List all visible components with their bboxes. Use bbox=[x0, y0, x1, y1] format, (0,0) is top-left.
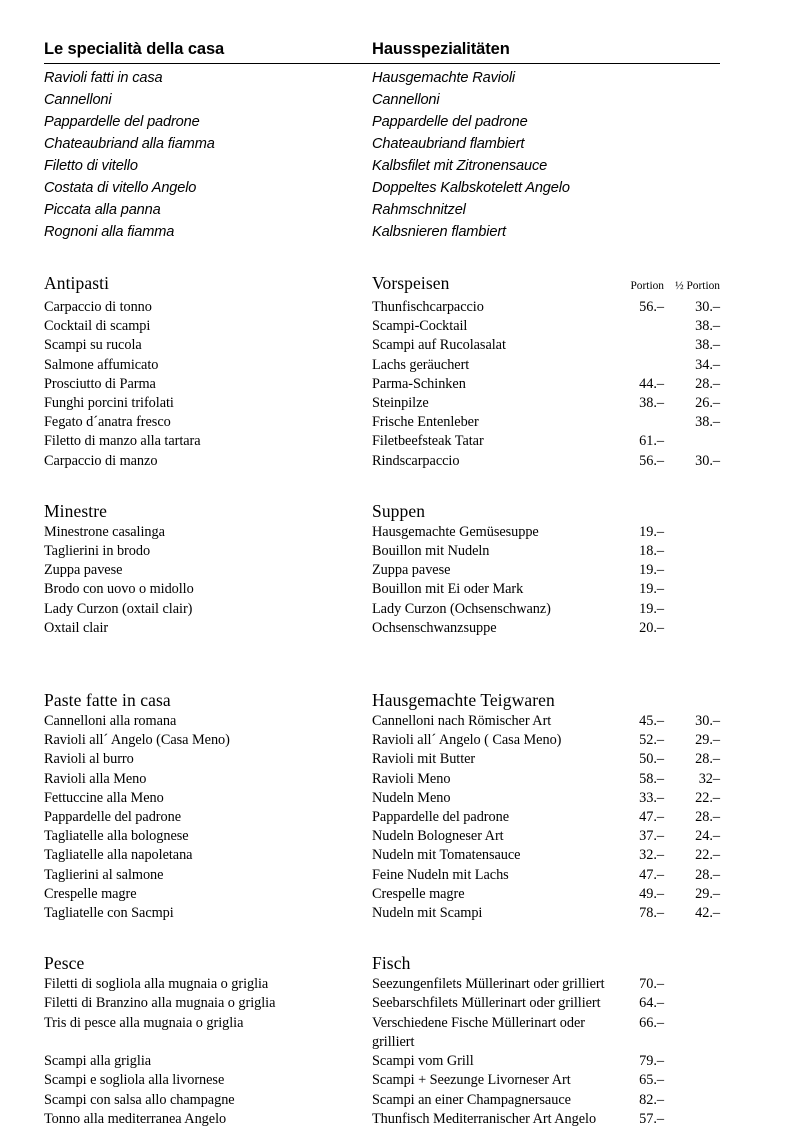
specialty-name-german: Cannelloni bbox=[372, 92, 440, 108]
item-name-italian: Ravioli alla Meno bbox=[44, 770, 147, 787]
item-name-italian: Pappardelle del padrone bbox=[44, 809, 181, 826]
item-price-full: 79.– bbox=[639, 1053, 664, 1070]
item-price-half: 24.– bbox=[695, 828, 720, 845]
specialty-row bbox=[44, 155, 720, 177]
item-price-full: 82.– bbox=[639, 1091, 664, 1108]
specialty-row bbox=[44, 111, 720, 133]
specialty-name-italian: Cannelloni bbox=[44, 92, 112, 108]
item-price-full: 52.– bbox=[639, 732, 664, 749]
item-price-half: 28.– bbox=[695, 751, 720, 768]
menu-item-row bbox=[44, 375, 720, 394]
price-column-header-full: Portion bbox=[630, 280, 664, 292]
item-name-italian: Scampi su rucola bbox=[44, 337, 142, 354]
section-title-german: Vorspeisen bbox=[372, 273, 450, 293]
item-name-german: Ravioli mit Butter bbox=[372, 751, 476, 768]
specialty-name-italian: Rognoni alla fiamma bbox=[44, 224, 175, 240]
item-name-italian: Tris di pesce alla mugnaia o griglia bbox=[44, 1014, 244, 1031]
item-price-half: 30.– bbox=[695, 713, 720, 730]
item-name-german: Cannelloni nach Römischer Art bbox=[372, 713, 552, 730]
item-name-italian: Filetto di manzo alla tartara bbox=[44, 433, 201, 450]
item-name-german: Nudeln Bologneser Art bbox=[372, 828, 504, 845]
item-name-italian: Taglierini al salmone bbox=[44, 866, 164, 883]
menu-section bbox=[44, 951, 720, 1129]
item-price-full: 61.– bbox=[639, 433, 664, 450]
item-name-german: Nudeln mit Tomatensauce bbox=[372, 847, 521, 864]
menu-item-row bbox=[44, 619, 720, 638]
menu-item-row bbox=[44, 731, 720, 750]
specialty-name-german: Pappardelle del padrone bbox=[372, 114, 528, 130]
item-name-german: Bouillon mit Nudeln bbox=[372, 543, 490, 560]
item-name-german: Crespelle magre bbox=[372, 885, 465, 902]
item-name-italian: Fegato d´anatra fresco bbox=[44, 414, 171, 431]
specialty-name-german: Doppeltes Kalbskotelett Angelo bbox=[372, 180, 570, 196]
menu-item-row bbox=[44, 432, 720, 451]
item-name-german: Scampi vom Grill bbox=[372, 1053, 474, 1070]
menu-item-row bbox=[44, 336, 720, 355]
menu-item-row bbox=[44, 750, 720, 769]
menu-item-row bbox=[44, 789, 720, 808]
specialties-title-italian: Le specialità della casa bbox=[44, 40, 225, 58]
specialty-row bbox=[44, 199, 720, 221]
item-price-full: 57.– bbox=[639, 1110, 664, 1127]
menu-item-row bbox=[44, 1110, 720, 1129]
menu-item-row bbox=[44, 561, 720, 580]
menu-section bbox=[44, 271, 720, 471]
item-price-full: 45.– bbox=[639, 713, 664, 730]
specialties-heading bbox=[44, 40, 720, 59]
item-price-full: 44.– bbox=[639, 375, 664, 392]
item-price-full: 33.– bbox=[639, 789, 664, 806]
section-title-german: Suppen bbox=[372, 500, 426, 521]
item-name-german: Scampi-Cocktail bbox=[372, 318, 468, 335]
menu-item-row bbox=[44, 580, 720, 599]
item-name-german: Nudeln mit Scampi bbox=[372, 905, 483, 922]
item-name-italian: Funghi porcini trifolati bbox=[44, 395, 174, 412]
item-name-italian: Scampi alla griglia bbox=[44, 1053, 152, 1070]
item-name-italian: Filetti di sogliola alla mugnaia o griglia bbox=[44, 976, 269, 993]
item-name-german: Ravioli Meno bbox=[372, 770, 451, 787]
specialty-name-italian: Pappardelle del padrone bbox=[44, 114, 200, 130]
menu-item-row bbox=[44, 770, 720, 789]
menu-item-row bbox=[44, 904, 720, 923]
item-name-german: Scampi an einer Champagnersauce bbox=[372, 1091, 571, 1108]
item-name-italian: Ravioli all´ Angelo (Casa Meno) bbox=[44, 732, 230, 749]
section-title-italian: Antipasti bbox=[44, 273, 110, 293]
specialty-row bbox=[44, 177, 720, 199]
menu-section bbox=[44, 688, 720, 923]
item-name-italian: Lady Curzon (oxtail clair) bbox=[44, 600, 193, 617]
item-price-full: 66.– bbox=[639, 1014, 664, 1031]
specialty-row bbox=[44, 221, 720, 243]
menu-item-row bbox=[44, 356, 720, 375]
item-name-german: Verschiedene Fische Müllerinart oder grilliert bbox=[372, 1014, 585, 1050]
section-title-italian: Pesce bbox=[44, 953, 85, 974]
item-price-half: 29.– bbox=[695, 885, 720, 902]
specialty-name-german: Hausgemachte Ravioli bbox=[372, 70, 516, 86]
item-name-italian: Cannelloni alla romana bbox=[44, 713, 177, 730]
item-name-german: Parma-Schinken bbox=[372, 375, 466, 392]
specialty-name-italian: Filetto di vitello bbox=[44, 158, 138, 174]
menu-item-row bbox=[44, 1091, 720, 1110]
item-price-full: 18.– bbox=[639, 543, 664, 560]
item-price-full: 70.– bbox=[639, 976, 664, 993]
item-name-german: Seezungenfilets Müllerinart oder grilliert bbox=[372, 976, 605, 993]
item-name-italian: Minestrone casalinga bbox=[44, 523, 165, 540]
item-name-german: Nudeln Meno bbox=[372, 789, 451, 806]
menu-item-row bbox=[44, 827, 720, 846]
menu-item-row bbox=[44, 298, 720, 317]
item-price-full: 64.– bbox=[639, 995, 664, 1012]
item-name-german: Scampi auf Rucolasalat bbox=[372, 337, 506, 354]
item-price-full: 32.– bbox=[639, 847, 664, 864]
item-price-full: 49.– bbox=[639, 885, 664, 902]
item-price-half: 28.– bbox=[695, 375, 720, 392]
section-heading bbox=[44, 271, 720, 298]
item-name-italian: Prosciutto di Parma bbox=[44, 375, 156, 392]
menu-item-row bbox=[44, 600, 720, 619]
item-price-full: 78.– bbox=[639, 905, 664, 922]
menu-item-row bbox=[44, 994, 720, 1013]
item-name-german: Pappardelle del padrone bbox=[372, 809, 509, 826]
item-name-italian: Scampi e sogliola alla livornese bbox=[44, 1072, 225, 1089]
item-price-half: 38.– bbox=[695, 318, 720, 335]
item-price-half: 38.– bbox=[695, 414, 720, 431]
section-title-italian: Minestre bbox=[44, 500, 108, 521]
menu-item-row bbox=[44, 712, 720, 731]
menu-item-row bbox=[44, 866, 720, 885]
specialty-name-german: Kalbsfilet mit Zitronensauce bbox=[372, 158, 548, 174]
menu-item-row bbox=[44, 413, 720, 432]
item-name-italian: Tagliatelle con Sacmpi bbox=[44, 905, 174, 922]
item-price-half: 28.– bbox=[695, 809, 720, 826]
item-price-full: 65.– bbox=[639, 1072, 664, 1089]
item-price-half: 26.– bbox=[695, 395, 720, 412]
specialty-name-german: Rahmschnitzel bbox=[372, 202, 466, 218]
item-name-german: Ravioli all´ Angelo ( Casa Meno) bbox=[372, 732, 562, 749]
item-price-full: 20.– bbox=[639, 619, 664, 636]
item-name-italian: Tagliatelle alla napoletana bbox=[44, 847, 193, 864]
item-name-german: Zuppa pavese bbox=[372, 562, 451, 579]
item-name-german: Lachs geräuchert bbox=[372, 356, 470, 373]
menu-sections bbox=[44, 271, 720, 1129]
item-price-full: 50.– bbox=[639, 751, 664, 768]
specialty-name-german: Kalbsnieren flambiert bbox=[372, 224, 506, 240]
specialties-title-german: Hausspezialitäten bbox=[372, 40, 510, 58]
item-name-german: Thunfischcarpaccio bbox=[372, 299, 484, 315]
item-price-full: 19.– bbox=[639, 600, 664, 617]
item-price-half: 28.– bbox=[695, 866, 720, 883]
specialty-name-italian: Piccata alla panna bbox=[44, 202, 161, 218]
menu-item-row bbox=[44, 1052, 720, 1071]
item-price-half: 38.– bbox=[695, 337, 720, 354]
section-heading bbox=[44, 951, 720, 975]
item-name-italian: Fettuccine alla Meno bbox=[44, 789, 164, 806]
specialty-name-italian: Costata di vitello Angelo bbox=[44, 180, 197, 196]
specialties-list bbox=[44, 67, 720, 243]
item-name-german: Steinpilze bbox=[372, 395, 429, 412]
item-name-italian: Carpaccio di tonno bbox=[44, 299, 152, 315]
item-price-half: 30.– bbox=[695, 299, 720, 315]
item-price-half: 30.– bbox=[695, 452, 720, 469]
menu-item-row bbox=[44, 808, 720, 827]
menu-item-row bbox=[44, 317, 720, 336]
item-name-german: Frische Entenleber bbox=[372, 414, 479, 431]
menu-item-row bbox=[44, 885, 720, 904]
item-price-full: 47.– bbox=[639, 809, 664, 826]
price-column-header-half: ½ Portion bbox=[675, 280, 720, 292]
item-name-german: Thunfisch Mediterranischer Art Angelo bbox=[372, 1110, 597, 1127]
item-price-full: 19.– bbox=[639, 523, 664, 540]
menu-item-row bbox=[44, 1071, 720, 1090]
item-price-full: 19.– bbox=[639, 581, 664, 598]
item-price-full: 56.– bbox=[639, 452, 664, 469]
item-name-german: Ochsenschwanzsuppe bbox=[372, 619, 497, 636]
menu-item-row bbox=[44, 394, 720, 413]
item-name-german: Lady Curzon (Ochsenschwanz) bbox=[372, 600, 551, 617]
menu-item-row bbox=[44, 846, 720, 865]
specialties-section bbox=[44, 40, 720, 243]
item-name-italian: Filetti di Branzino alla mugnaia o griglia bbox=[44, 995, 276, 1012]
item-name-italian: Tonno alla mediterranea Angelo bbox=[44, 1110, 227, 1127]
item-price-half: 42.– bbox=[695, 905, 720, 922]
item-name-italian: Oxtail clair bbox=[44, 619, 109, 636]
item-name-german: Filetbeefsteak Tatar bbox=[372, 433, 484, 450]
specialty-name-italian: Ravioli fatti in casa bbox=[44, 70, 163, 86]
item-price-full: 56.– bbox=[639, 299, 664, 315]
specialty-name-italian: Chateaubriand alla fiamma bbox=[44, 136, 215, 152]
specialty-row bbox=[44, 89, 720, 111]
menu-item-row bbox=[44, 1014, 720, 1052]
item-price-half: 22.– bbox=[695, 789, 720, 806]
item-name-italian: Crespelle magre bbox=[44, 885, 137, 902]
item-name-german: Feine Nudeln mit Lachs bbox=[372, 866, 509, 883]
item-name-german: Bouillon mit Ei oder Mark bbox=[372, 581, 524, 598]
item-name-italian: Ravioli al burro bbox=[44, 751, 134, 768]
section-heading bbox=[44, 499, 720, 523]
item-name-german: Rindscarpaccio bbox=[372, 452, 460, 469]
item-name-italian: Salmone affumicato bbox=[44, 356, 159, 373]
item-price-full: 47.– bbox=[639, 866, 664, 883]
item-price-full: 19.– bbox=[639, 562, 664, 579]
section-title-german: Fisch bbox=[372, 953, 411, 974]
item-price-half: 29.– bbox=[695, 732, 720, 749]
specialty-row bbox=[44, 67, 720, 89]
item-price-full: 38.– bbox=[639, 395, 664, 412]
section-title-german: Hausgemachte Teigwaren bbox=[372, 690, 555, 711]
item-name-italian: Scampi con salsa allo champagne bbox=[44, 1091, 235, 1108]
section-title-italian: Paste fatte in casa bbox=[44, 690, 171, 711]
item-name-german: Seebarschfilets Müllerinart oder grilliert bbox=[372, 995, 601, 1012]
item-name-italian: Zuppa pavese bbox=[44, 562, 123, 579]
menu-item-row bbox=[44, 975, 720, 994]
item-name-italian: Taglierini in brodo bbox=[44, 543, 151, 560]
heading-divider bbox=[44, 63, 720, 64]
section-heading bbox=[44, 688, 720, 712]
item-name-german: Scampi + Seezunge Livorneser Art bbox=[372, 1072, 571, 1089]
item-price-full: 58.– bbox=[639, 770, 664, 787]
menu-item-row bbox=[44, 542, 720, 561]
item-name-italian: Brodo con uovo o midollo bbox=[44, 581, 194, 598]
specialty-row bbox=[44, 133, 720, 155]
specialty-name-german: Chateaubriand flambiert bbox=[372, 136, 525, 152]
item-name-italian: Carpaccio di manzo bbox=[44, 452, 158, 469]
item-price-half: 34.– bbox=[695, 356, 720, 373]
menu-item-row bbox=[44, 452, 720, 471]
item-name-italian: Tagliatelle alla bolognese bbox=[44, 828, 189, 845]
item-price-half: 22.– bbox=[695, 847, 720, 864]
menu-item-row bbox=[44, 523, 720, 542]
menu-section bbox=[44, 499, 720, 638]
item-name-italian: Cocktail di scampi bbox=[44, 318, 151, 335]
item-price-full: 37.– bbox=[639, 828, 664, 845]
item-price-half: 32– bbox=[698, 770, 720, 787]
item-name-german: Hausgemachte Gemüsesuppe bbox=[372, 523, 539, 540]
